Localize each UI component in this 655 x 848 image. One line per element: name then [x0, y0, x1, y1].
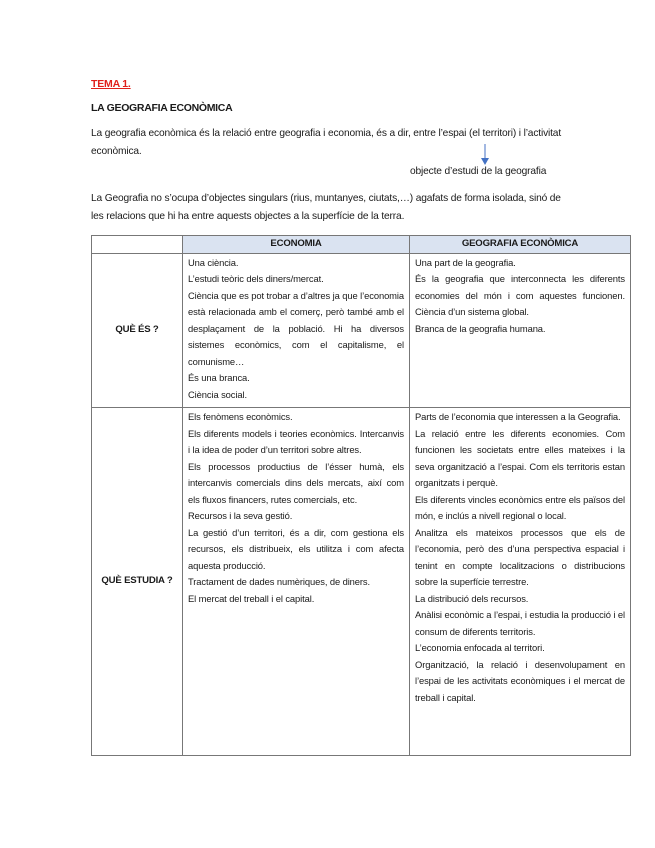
cell-geografia-que-estudia: [410, 408, 631, 756]
cell-line: Tractament de dades numèriques, de diners.: [188, 576, 371, 587]
cell-economia-que-estudia: [183, 408, 410, 756]
cell-line: Una part de la geografia.: [415, 256, 516, 268]
intro-paragraph: La geografia econòmica és la relació entre geografia i economia, és a dir, entre l’espai (el territori) i l’activitat econòmica.: [91, 128, 561, 157]
cell-line: Parts de l’economia que interessen a la Geografia.: [415, 411, 621, 422]
cell-line: Ciència que es pot trobar a d’altres ja que l’economia està relacionada amb el comerç, però també amb el desplaçament de la població. Hi ha diversos sistemes econòmics, com el capitalisme, el comunisme…: [188, 289, 404, 367]
comparison-table: [91, 235, 631, 756]
cell-line: És la geografia que interconnecta les diferents economies del món i com aquestes funcionen. Ciència d’un sistema global.: [415, 273, 625, 317]
cell-line: La gestió d’un territori, és a dir, com gestiona els recursos, els distribueix, els utilitza i com afecta aquesta producció.: [188, 526, 404, 571]
cell-economia-que-es: [183, 253, 410, 408]
table-header-geografia: GEOGRAFIA ECONÒMICA: [410, 236, 631, 254]
table-header-row: [92, 236, 631, 254]
row-label-que-es: QUÈ ÉS ?: [92, 253, 183, 408]
cell-line: Organització, la relació i desenvolupament en l’espai de les activitats econòmiques i el mercat de treball i capital.: [415, 658, 625, 703]
table-row: [92, 253, 631, 408]
table-header-corner: [92, 236, 183, 254]
down-arrow-icon: [478, 144, 492, 166]
cell-line: És una branca.: [188, 372, 250, 383]
cell-line: Recursos i la seva gestió.: [188, 510, 293, 521]
cell-line: L’estudi teòric dels diners/mercat.: [188, 273, 324, 284]
table-header-economia: ECONOMIA: [183, 236, 410, 254]
section-heading: LA GEOGRAFIA ECONÒMICA: [91, 102, 233, 114]
second-paragraph: La Geografia no s’ocupa d’objectes singulars (rius, muntanyes, ciutats,…) agafats de forma isolada, sinó de les relacions que hi ha entre aquests objectes a la superfície de la terra.: [91, 193, 561, 222]
cell-line: El mercat del treball i el capital.: [188, 592, 315, 604]
cell-line: Anàlisi econòmic a l’espai, i estudia la producció i el consum de diferents territoris.: [415, 609, 625, 637]
cell-line: Ciència social.: [188, 388, 247, 400]
cell-geografia-que-es: [410, 253, 631, 408]
cell-line: Una ciència.: [188, 256, 239, 268]
cell-line: Els processos productius de l’ésser humà, els intercanvis comercials dins dels mercats, així com els fluxos financers, rutes comercials, etc.: [188, 460, 404, 505]
cell-line: Els fenòmens econòmics.: [188, 411, 293, 422]
cell-line: La relació entre les diferents economies. Com funcionen les societats entre elles mateixes i la seva organització a l’espai. Com els territoris estan organitzats i perquè.: [415, 427, 625, 488]
arrow-annotation: objecte d’estudi de la geografia: [410, 166, 547, 177]
cell-line: L’economia enfocada al territori.: [415, 642, 545, 653]
cell-line: La distribució dels recursos.: [415, 592, 529, 604]
cell-line: Els diferents vincles econòmics entre els països del món, e inclús a nivell regional o local.: [415, 493, 625, 521]
document-title: TEMA 1.: [91, 78, 131, 90]
row-label-que-estudia: QUÈ ESTUDIA ?: [92, 408, 183, 756]
cell-line: Els diferents models i teories econòmics. Intercanvis i la idea de poder d’un territori sobre altres.: [188, 427, 404, 455]
cell-line: Branca de la geografia humana.: [415, 322, 546, 334]
table-row: [92, 408, 631, 756]
cell-line: Analitza els mateixos processos que els de l’economia, però des d’una perspectiva espacial i tenint en compte localitzacions o distribucions sobre la superfície terrestre.: [415, 526, 625, 587]
